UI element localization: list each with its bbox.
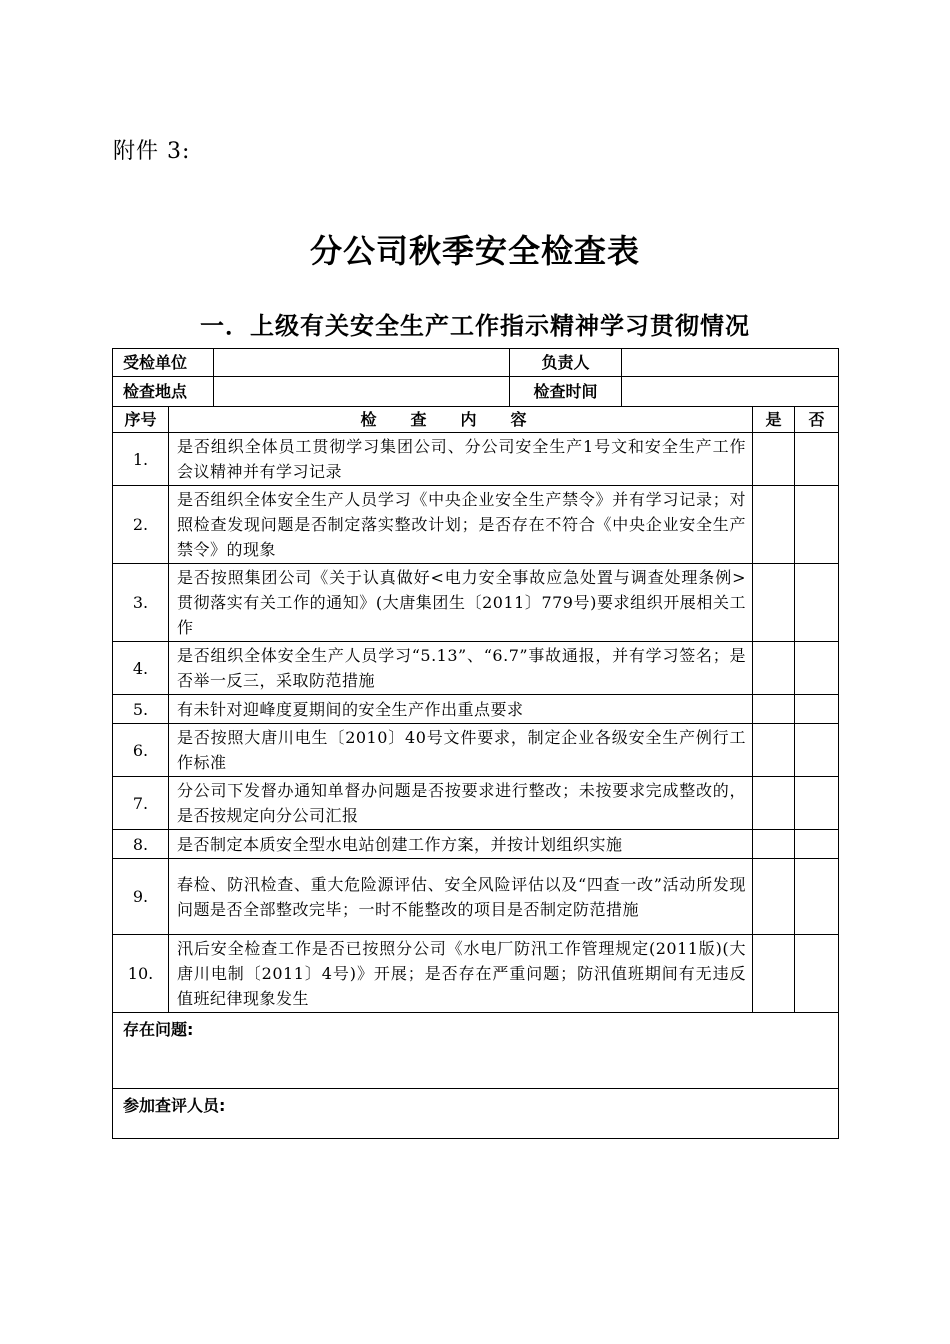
no-check-cell[interactable] [795,433,839,486]
item-text: 是否按照大唐川电生〔2010〕40号文件要求，制定企业各级安全生产例行工作标准 [169,724,753,777]
no-check-cell[interactable] [795,830,839,859]
yes-check-cell[interactable] [753,777,795,830]
owner-label: 负责人 [510,349,622,377]
owner-value-field[interactable] [622,349,839,377]
table-row [113,695,839,724]
yes-check-cell[interactable] [753,935,795,1013]
item-seq: 1. [113,433,169,486]
unit-value-field[interactable] [214,349,510,377]
item-text: 分公司下发督办通知单督办问题是否按要求进行整改；未按要求完成整改的，是否按规定向分公司汇报 [169,777,753,830]
yes-check-cell[interactable] [753,642,795,695]
no-check-cell[interactable] [795,777,839,830]
item-text: 是否组织全体安全生产人员学习《中央企业安全生产禁令》并有学习记录；对照检查发现问题是否制定落实整改计划；是否存在不符合《中央企业安全生产禁令》的现象 [169,486,753,564]
participants-label: 参加查评人员: [123,1096,226,1115]
no-check-cell[interactable] [795,642,839,695]
problems-field[interactable] [113,1013,839,1089]
table-row [113,564,839,642]
yes-check-cell[interactable] [753,695,795,724]
col-yes-header: 是 [753,407,795,433]
item-text: 是否组织全体员工贯彻学习集团公司、分公司安全生产1号文和安全生产工作会议精神并有学习记录 [169,433,753,486]
item-seq: 9. [113,859,169,935]
table-row [113,830,839,859]
place-label: 检查地点 [113,377,214,407]
problems-label: 存在问题: [123,1020,194,1039]
unit-label: 受检单位 [113,349,214,377]
table-row [113,486,839,564]
no-check-cell[interactable] [795,724,839,777]
no-check-cell[interactable] [795,564,839,642]
item-seq: 6. [113,724,169,777]
table-row [113,724,839,777]
item-seq: 3. [113,564,169,642]
item-seq: 8. [113,830,169,859]
item-seq: 10. [113,935,169,1013]
item-text: 有未针对迎峰度夏期间的安全生产作出重点要求 [169,695,753,724]
table-row [113,859,839,935]
header-row-unit [113,349,839,377]
table-row [113,433,839,486]
yes-check-cell[interactable] [753,486,795,564]
time-label: 检查时间 [510,377,622,407]
yes-check-cell[interactable] [753,433,795,486]
item-text: 是否制定本质安全型水电站创建工作方案，并按计划组织实施 [169,830,753,859]
yes-check-cell[interactable] [753,724,795,777]
column-header-row [113,407,839,433]
problems-row [113,1013,839,1089]
item-text: 是否按照集团公司《关于认真做好<电力安全事故应急处置与调查处理条例>贯彻落实有关工作的通知》(大唐集团生〔2011〕779号)要求组织开展相关工作 [169,564,753,642]
participants-field[interactable] [113,1089,839,1139]
inspection-table [112,348,839,1139]
attachment-label: 附件 3: [113,139,191,164]
yes-check-cell[interactable] [753,564,795,642]
yes-check-cell[interactable] [753,859,795,935]
header-row-place [113,377,839,407]
item-seq: 2. [113,486,169,564]
item-seq: 4. [113,642,169,695]
no-check-cell[interactable] [795,695,839,724]
time-value-field[interactable] [622,377,839,407]
no-check-cell[interactable] [795,486,839,564]
col-content-header: 检查内容 [169,407,753,433]
item-text: 是否组织全体安全生产人员学习“5.13”、“6.7”事故通报，并有学习签名；是否举一反三，采取防范措施 [169,642,753,695]
no-check-cell[interactable] [795,935,839,1013]
col-no-header: 否 [795,407,839,433]
participants-row [113,1089,839,1139]
place-value-field[interactable] [214,377,510,407]
col-seq-header: 序号 [113,407,169,433]
section-title: 一．上级有关安全生产工作指示精神学习贯彻情况 [200,312,750,340]
item-text: 春检、防汛检查、重大危险源评估、安全风险评估以及“四查一改”活动所发现问题是否全部整改完毕；一时不能整改的项目是否制定防范措施 [169,859,753,935]
table-row [113,642,839,695]
item-text: 汛后安全检查工作是否已按照分公司《水电厂防汛工作管理规定(2011版)(大唐川电制〔2011〕4号)》开展；是否存在严重问题；防汛值班期间有无违反值班纪律现象发生 [169,935,753,1013]
table-row [113,777,839,830]
item-seq: 7. [113,777,169,830]
no-check-cell[interactable] [795,859,839,935]
document-title: 分公司秋季安全检查表 [309,232,640,270]
item-seq: 5. [113,695,169,724]
yes-check-cell[interactable] [753,830,795,859]
table-row [113,935,839,1013]
